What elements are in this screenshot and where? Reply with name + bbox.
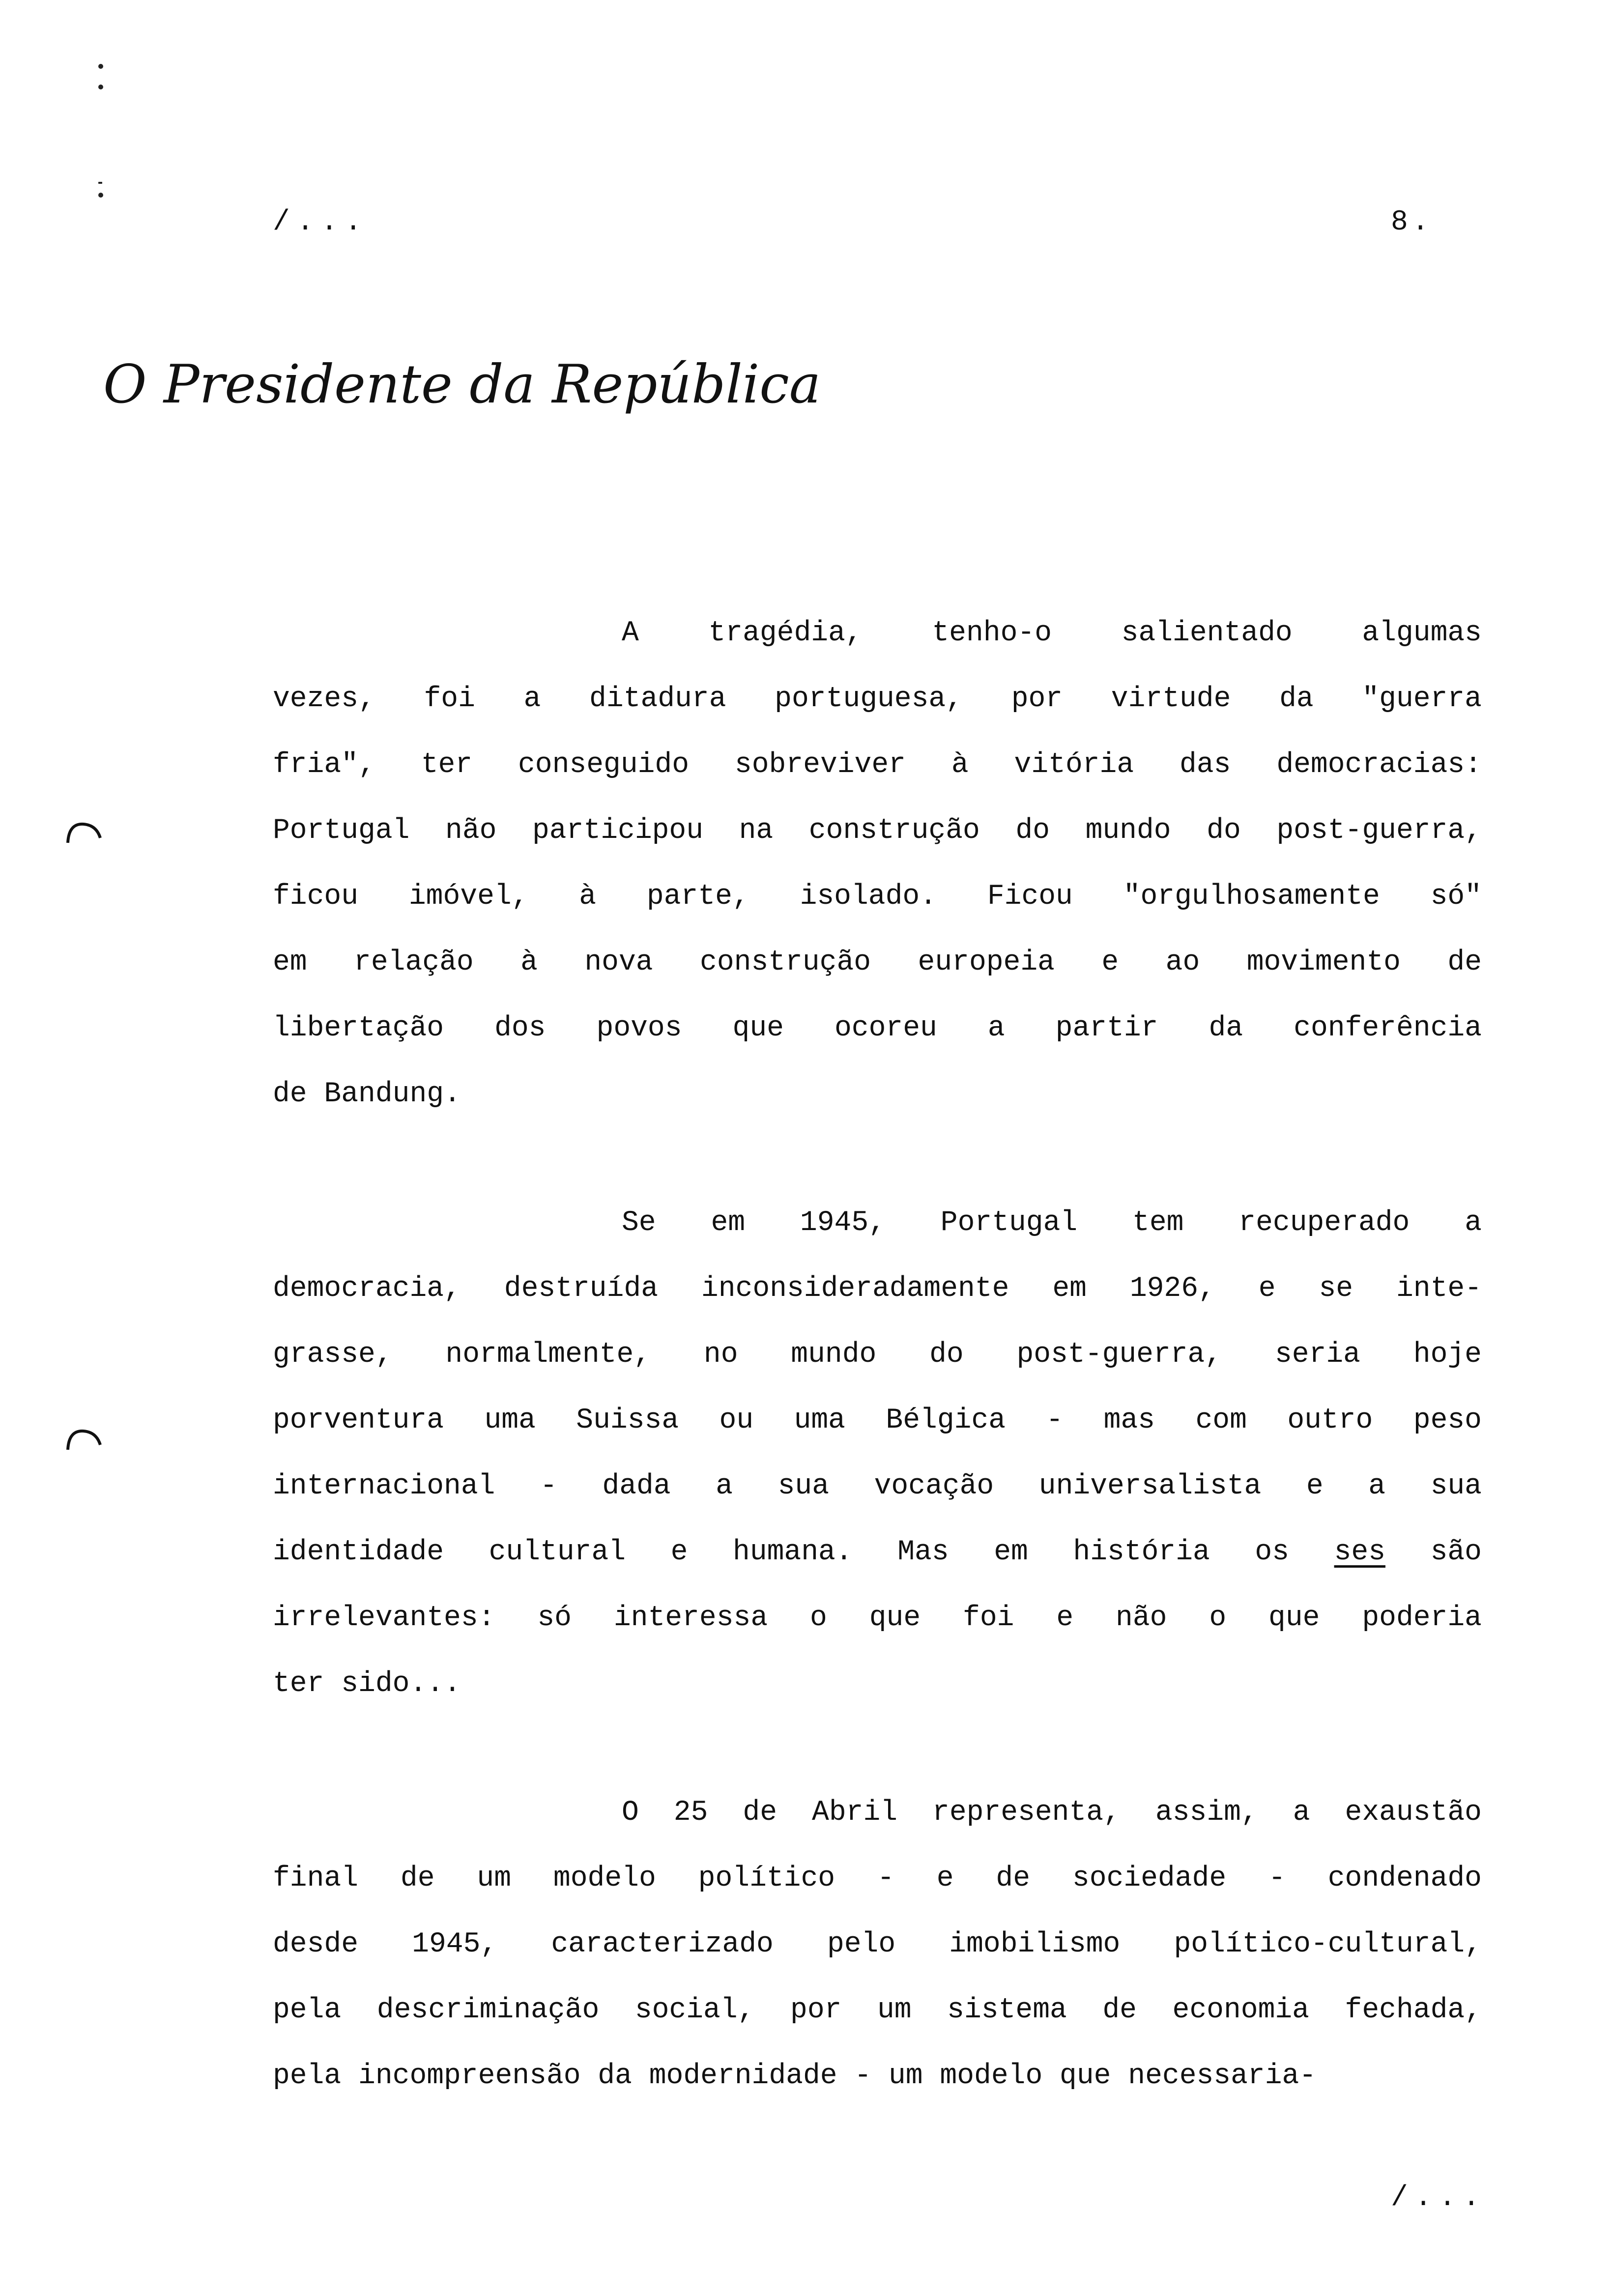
- punch-hole-mark-lower: [64, 1425, 103, 1455]
- text-line: pela incompreensão da modernidade - um modelo que necessaria-: [273, 2060, 1317, 2092]
- text-line: Se em 1945, Portugal tem recuperado a: [622, 1207, 1482, 1239]
- text-line: internacional - dada a sua vocação universalista e a sua: [273, 1470, 1482, 1502]
- letterhead-title: O Presidente da República: [103, 354, 821, 415]
- text-line: libertação dos povos que ocoreu a partir da conferência: [273, 1012, 1482, 1044]
- text-line: democracia, destruída inconsideradamente em 1926, e se inte-: [273, 1273, 1482, 1305]
- paragraph-3: [273, 1780, 1482, 2109]
- text-line: final de um modelo político - e de sociedade - condenado: [273, 1863, 1482, 1894]
- underlined-word: ses: [1334, 1536, 1385, 1568]
- margin-marks: [96, 64, 106, 211]
- text-line: vezes, foi a ditadura portuguesa, por virtude da "guerra: [273, 683, 1482, 715]
- text-line: desde 1945, caracterizado pelo imobilismo político-cultural,: [273, 1928, 1482, 1960]
- text-line: A tragédia, tenho-o salientado algumas: [622, 617, 1482, 649]
- continuation-marker-top: /...: [273, 206, 369, 238]
- continuation-marker-bottom: /...: [1391, 2182, 1487, 2214]
- text-line: O 25 de Abril representa, assim, a exaustão: [622, 1797, 1482, 1829]
- page-number: 8.: [1391, 206, 1433, 238]
- text-line: de Bandung.: [273, 1078, 461, 1110]
- text-line: pela descriminação social, por um sistema de economia fechada,: [273, 1994, 1482, 2026]
- text-line: irrelevantes: só interessa o que foi e não o que poderia: [273, 1602, 1482, 1634]
- punch-hole-mark-upper: [64, 818, 103, 848]
- text-line: ficou imóvel, à parte, isolado. Ficou "orgulhosamente só": [273, 881, 1482, 913]
- text-line: fria", ter conseguido sobreviver à vitória das democracias:: [273, 749, 1482, 781]
- paragraph-2: [273, 1190, 1482, 1717]
- text-line: Portugal não participou na construção do mundo do post-guerra,: [273, 815, 1482, 847]
- text-line-with-underline: [273, 1520, 1482, 1585]
- letterhead: [103, 354, 821, 442]
- text-line: ter sido...: [273, 1668, 461, 1700]
- text-segment: são: [1385, 1536, 1482, 1568]
- text-line: grasse, normalmente, no mundo do post-guerra, seria hoje: [273, 1339, 1482, 1371]
- paragraph-1: [273, 601, 1482, 1127]
- text-line: porventura uma Suissa ou uma Bélgica - mas com outro peso: [273, 1405, 1482, 1436]
- text-segment: identidade cultural e humana. Mas em história os: [273, 1536, 1334, 1568]
- text-line: em relação à nova construção europeia e ao movimento de: [273, 947, 1482, 978]
